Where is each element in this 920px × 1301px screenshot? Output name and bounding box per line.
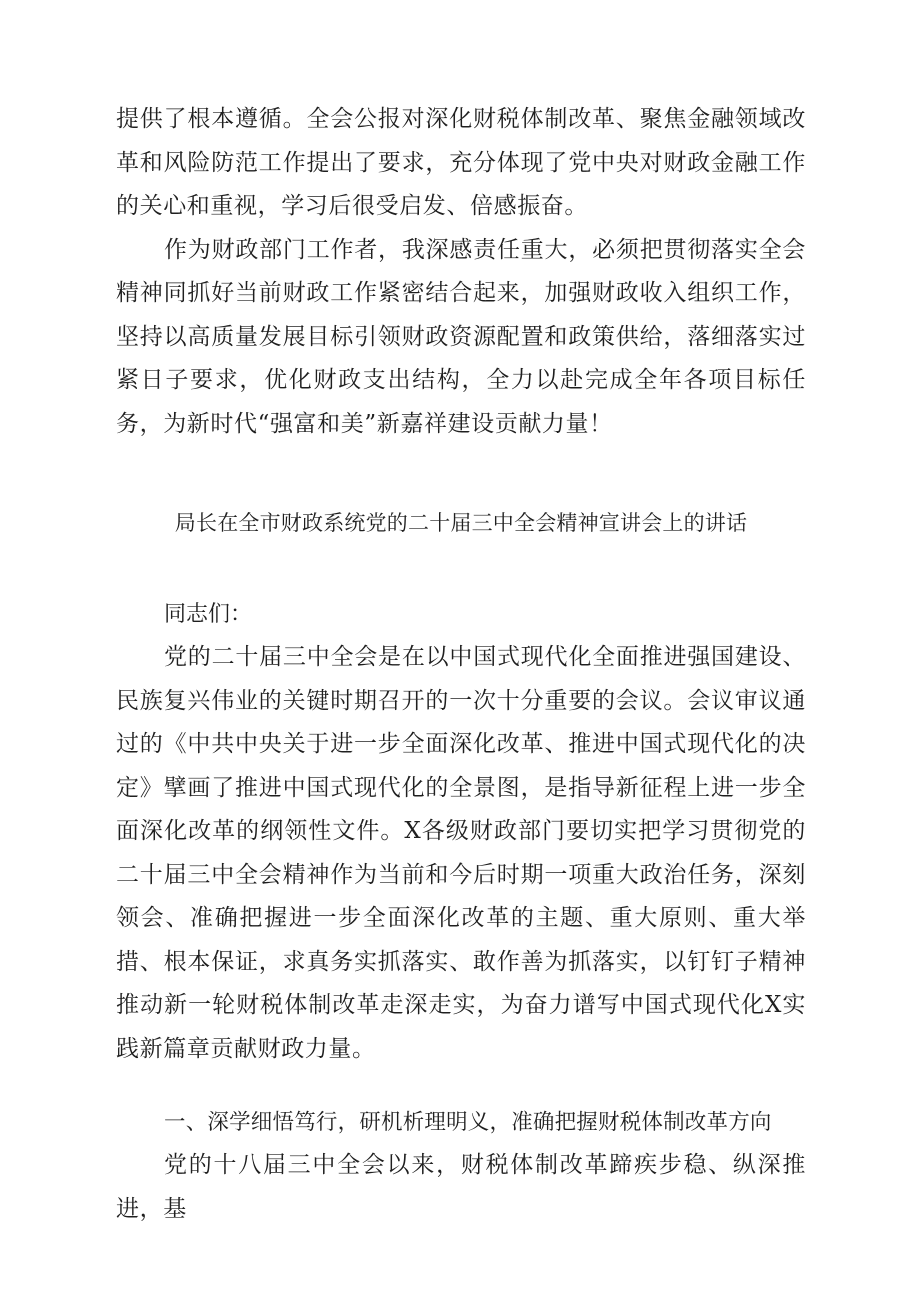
speech-body-paragraph: 党的二十届三中全会是在以中国式现代化全面推进强国建设、民族复兴伟业的关键时期召开的一次十分重要的会议。会议审议通过的《中共中央关于进一步全面深化改革、推进中国式现代化的决定》擘画了推进中国式现代化的全景图，是指导新征程上进一步全面深化改革的纲领性文件。X各级财政部门要切实把学习贯彻党的二十届三中全会精神作为当前和今后时期一项重大政治任务，深刻领会、准确把握进一步全面深化改革的主题、重大原则、重大举措、根本保证，求真务实抓落实、敢作善为抓落实，以钉钉子精神推动新一轮财税体制改革走深走实，为奋力谱写中国式现代化X实践新篇章贡献财政力量。	[116, 644, 806, 1062]
section-heading-1: 一、深学细悟笃行，研机析理明义，准确把握财税体制改革方向	[164, 1110, 772, 1135]
speech-title: 局长在全市财政系统党的二十届三中全会精神宣讲会上的讲话	[174, 511, 748, 535]
section-1-paragraph: 党的十八届三中全会以来，财税体制改革蹄疾步稳、纵深推进，基	[116, 1152, 806, 1222]
speech-greeting: 同志们：	[164, 602, 253, 627]
paragraph-responsibility: 作为财政部门工作者，我深感责任重大，必须把贯彻落实全会精神同抓好当前财政工作紧密结合起来，加强财政收入组织工作，坚持以高质量发展目标引领财政资源配置和政策供给，落细落实过紧日子要求，优化财政支出结构，全力以赴完成全年各项目标任务，为新时代“强富和美”新嘉祥建设贡献力量！	[116, 236, 806, 437]
document-content	[116, 98, 806, 1231]
paragraph-continuation: 提供了根本遵循。全会公报对深化财税体制改革、聚焦金融领域改革和风险防范工作提出了要求，充分体现了党中央对财政金融工作的关心和重视，学习后很受启发、倍感振奋。	[116, 106, 806, 219]
